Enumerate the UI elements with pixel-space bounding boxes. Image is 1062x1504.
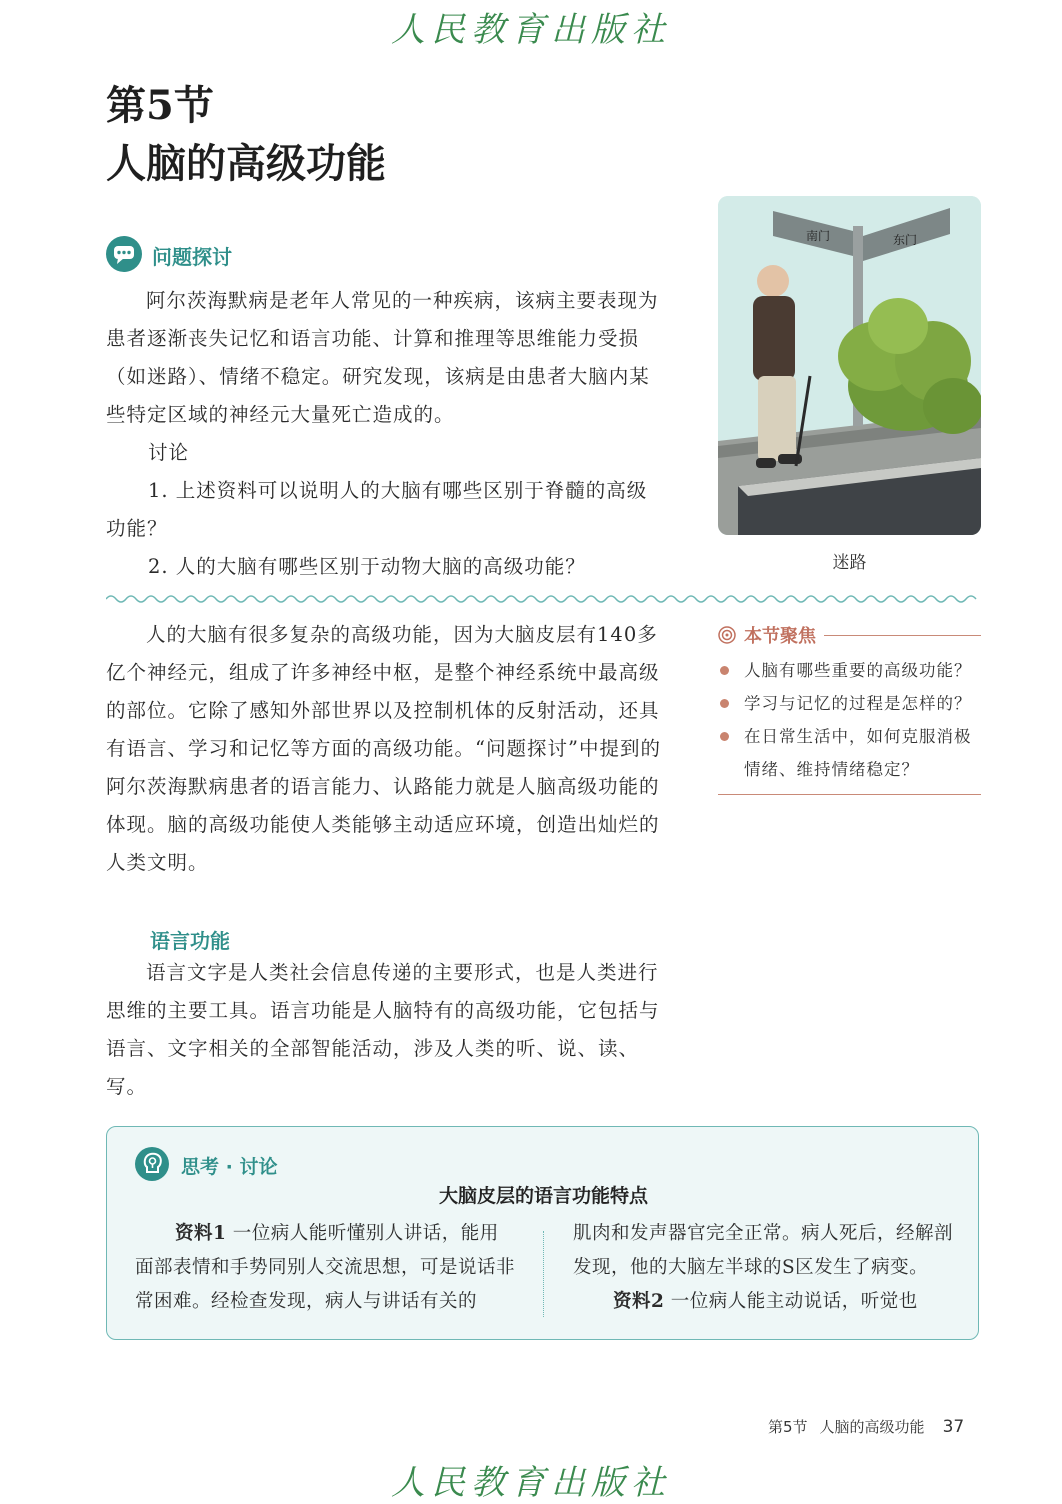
publisher-watermark-top: 人民教育出版社 [391,10,671,50]
think-left-column [135,1217,517,1319]
wavy-divider [106,592,981,606]
sign-east-gate: 东门 [893,233,918,247]
material2-label: 资料2 [613,1291,665,1312]
footer-title: 人脑的高级功能 [819,1418,925,1436]
section-title: 人脑的高级功能 [106,140,386,187]
language-paragraph: 语言文字是人类社会信息传递的主要形式，也是人类进行思维的主要工具。语言功能是人脑特有的高级功能，它包括与语言、文字相关的全部智能活动，涉及人类的听、说、读、写。 [106,961,660,1098]
material1-label: 资料1 [175,1223,227,1244]
main-body [106,616,662,882]
language-heading: 语言功能 [150,929,230,953]
discussion-label: 讨论 [148,441,190,464]
column-divider [543,1231,544,1317]
inquiry-body [106,282,662,586]
lost-elderly-illustration [718,196,981,535]
head-lightbulb-icon [135,1147,169,1181]
inquiry-heading: 问题探讨 [152,245,232,269]
think-right-column [573,1217,955,1319]
target-icon [718,626,736,644]
focus-bottom-rule [718,794,981,795]
focus-list [718,654,981,786]
focus-title-rule [824,635,981,636]
focus-title: 本节聚焦 [744,626,816,647]
discussion-question: 2. 人的大脑有哪些区别于动物大脑的高级功能？ [148,555,586,578]
page-number: 37 [942,1417,965,1437]
main-paragraph: 人的大脑有很多复杂的高级功能，因为大脑皮层有140多亿个神经元，组成了许多神经中枢，是整个神经系统中最高级的部位。它除了感知外部世界以及控制机体的反射活动，还具有语言、学习和记忆等方面的高级功能。“问题探讨”中提到的阿尔茨海默病患者的语言能力、认路能力就是人脑高级功能的体现。脑的高级功能使人类能够主动适应环境，创造出灿烂的人类文明。 [106,623,661,874]
publisher-watermark-bottom: 人民教育出版社 [391,1463,671,1503]
think-discuss-box [106,1126,979,1340]
page-footer [768,1416,964,1437]
think-title: 大脑皮层的语言功能特点 [438,1185,648,1207]
focus-item: 学习与记忆的过程是怎样的？ [718,687,981,720]
material1-text-right: 肌肉和发声器官完全正常。病人死后，经解剖发现，他的大脑左半球的S区发生了病变。 [573,1223,954,1278]
section-focus [718,622,981,795]
chat-bubble-icon [106,236,142,272]
material1-text-left: 一位病人能听懂别人讲话，能用面部表情和手势同别人交流思想，可是说话非常困难。经检查发现，病人与讲话有关的 [135,1223,516,1312]
language-body [106,954,662,1106]
focus-item: 人脑有哪些重要的高级功能？ [718,654,981,687]
section-number: 第5节 [106,82,214,129]
focus-item: 在日常生活中，如何克服消极情绪、维持情绪稳定？ [718,720,981,786]
think-label: 思考 · 讨论 [181,1156,278,1178]
inquiry-paragraph: 阿尔茨海默病是老年人常见的一种疾病，该病主要表现为患者逐渐丧失记忆和语言功能、计算和推理等思维能力受损（如迷路）、情绪不稳定。研究发现，该病是由患者大脑内某些特定区域的神经元大量死亡造成的。 [106,289,659,426]
figure-caption: 迷路 [832,553,867,573]
sign-south-gate: 南门 [806,229,831,243]
discussion-question: 1. 上述资料可以说明人的大脑有哪些区别于脊髓的高级功能？ [106,479,648,540]
footer-section: 第5节 [768,1418,808,1436]
material2-text: 一位病人能主动说话，听觉也 [670,1291,918,1312]
